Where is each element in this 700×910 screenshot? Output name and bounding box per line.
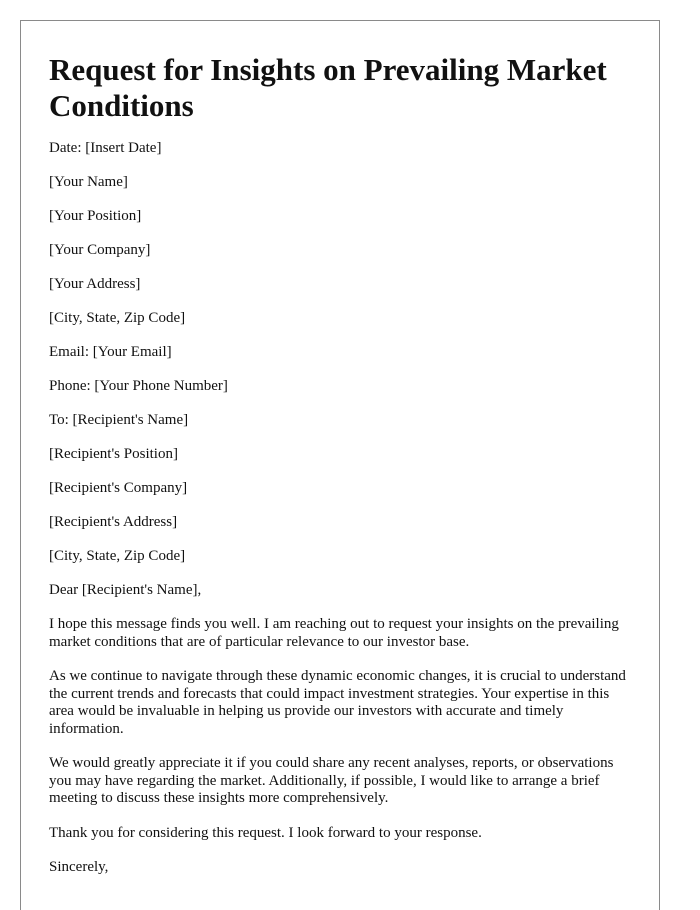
body-paragraph-2: As we continue to navigate through these dynamic economic changes, it is crucial to understand the current trends and forecasts that could impact investment strategies. Your expertise in this area would be invaluable in helping us provide our investors with accurate and timely information. — [49, 668, 626, 737]
sender-company: [Your Company] — [49, 242, 151, 258]
body-paragraph-1: I hope this message finds you well. I am reaching out to request your insights on the prevailing market conditions that are of particular relevance to our investor base. — [49, 616, 619, 650]
sender-city: [City, State, Zip Code] — [49, 310, 186, 326]
sender-address: [Your Address] — [49, 276, 141, 292]
recipient-company: [Recipient's Company] — [49, 480, 188, 496]
letter-page — [20, 20, 660, 910]
recipient-to: To: [Recipient's Name] — [49, 412, 189, 428]
sender-email: Email: [Your Email] — [49, 344, 172, 360]
letter-content — [49, 21, 634, 894]
body-paragraph-4: Thank you for considering this request. I look forward to your response. — [49, 824, 482, 841]
header-info — [49, 140, 634, 599]
date-line: Date: [Insert Date] — [49, 140, 162, 156]
sender-name: [Your Name] — [49, 174, 128, 190]
recipient-city: [City, State, Zip Code] — [49, 548, 186, 564]
recipient-address: [Recipient's Address] — [49, 514, 178, 530]
recipient-position: [Recipient's Position] — [49, 446, 178, 462]
closing: Sincerely, — [49, 859, 109, 875]
sender-position: [Your Position] — [49, 208, 142, 224]
salutation: Dear [Recipient's Name], — [49, 582, 202, 598]
letter-title: Request for Insights on Prevailing Market Conditions — [49, 52, 607, 123]
body-paragraph-3: We would greatly appreciate it if you could share any recent analyses, reports, or observations you may have regarding the market. Additionally, if possible, I would like to arrange a brief meeting to discuss these insights more comprehensively. — [49, 755, 614, 806]
sender-phone: Phone: [Your Phone Number] — [49, 378, 228, 394]
